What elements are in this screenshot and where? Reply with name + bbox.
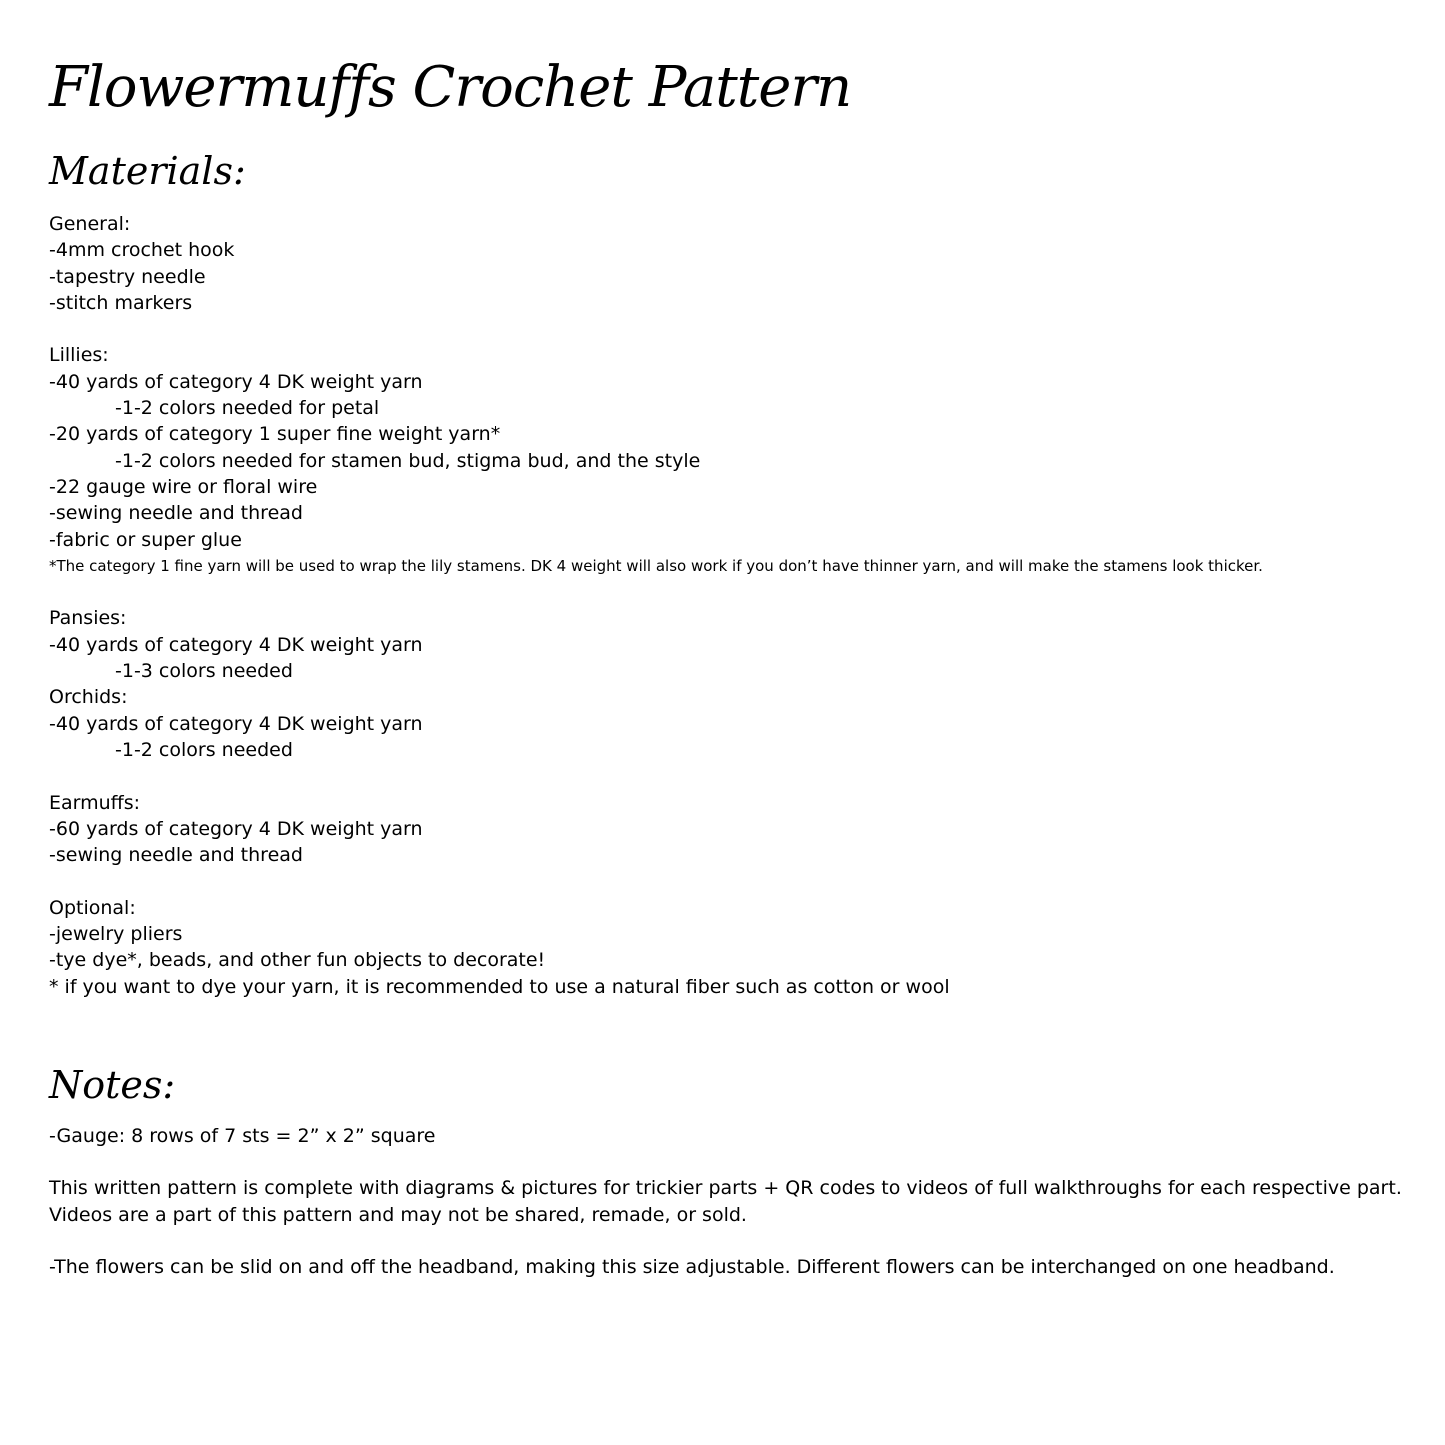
notes-list: [49, 1123, 1402, 1280]
pattern-description-line: This written pattern is complete with diagrams & pictures for trickier parts + QR codes to videos of full walkthroughs for each respective part.: [49, 1177, 1402, 1200]
lillies-subitem: -1-2 colors needed for petal: [115, 397, 380, 420]
general-label: General:: [49, 213, 131, 235]
general-item: -tapestry needle: [49, 265, 206, 288]
spacer: [49, 868, 1263, 894]
spacer: [49, 579, 1263, 605]
pattern-description-line: Videos are a part of this pattern and may not be shared, remade, or sold.: [49, 1203, 747, 1226]
lillies-subitem: -1-2 colors needed for stamen bud, stigma bud, and the style: [115, 449, 701, 472]
orchids-item: -40 yards of category 4 DK weight yarn: [49, 712, 423, 735]
flowers-note: -The flowers can be slid on and off the headband, making this size adjustable. Different flowers can be interchanged on one headband.: [49, 1255, 1335, 1278]
general-item: -stitch markers: [49, 291, 193, 314]
lillies-item: -20 yards of category 1 super fine weight yarn*: [49, 423, 501, 446]
lillies-label: Lillies:: [49, 344, 109, 367]
lillies-footnote: *The category 1 fine yarn will be used to wrap the lily stamens. DK 4 weight will also work if you don’t have thinner yarn, and will make the stamens look thicker.: [49, 556, 1263, 575]
lillies-item: -sewing needle and thread: [49, 502, 303, 525]
earmuffs-label: Earmuffs:: [49, 791, 141, 814]
lillies-item: -fabric or super glue: [49, 528, 242, 551]
lillies-item: -40 yards of category 4 DK weight yarn: [49, 370, 423, 393]
earmuffs-item: -60 yards of category 4 DK weight yarn: [49, 817, 423, 840]
lillies-item: -22 gauge wire or floral wire: [49, 475, 318, 498]
materials-heading: Materials:: [49, 149, 246, 193]
page-title: Flowermuffs Crochet Pattern: [49, 55, 852, 120]
optional-item: -tye dye*, beads, and other fun objects to decorate!: [49, 949, 546, 972]
orchids-subitem: -1-2 colors needed: [115, 738, 293, 761]
spacer: [49, 763, 1263, 789]
pansies-item: -40 yards of category 4 DK weight yarn: [49, 633, 423, 656]
optional-label: Optional:: [49, 896, 136, 919]
earmuffs-item: -sewing needle and thread: [49, 844, 303, 867]
general-item: -4mm crochet hook: [49, 239, 235, 262]
spacer: [49, 316, 1263, 342]
notes-heading: Notes:: [49, 1063, 176, 1107]
pansies-subitem: -1-3 colors needed: [115, 660, 293, 683]
spacer: [49, 1149, 1402, 1175]
pattern-page: [49, 0, 1419, 1445]
optional-footnote: * if you want to dye your yarn, it is recommended to use a natural fiber such as cotton or wool: [49, 975, 950, 998]
pansies-label: Pansies:: [49, 607, 127, 630]
gauge-note: -Gauge: 8 rows of 7 sts = 2” x 2” square: [49, 1125, 436, 1147]
spacer: [49, 1228, 1402, 1254]
materials-list: [49, 211, 1263, 1000]
orchids-label: Orchids:: [49, 686, 128, 709]
optional-item: -jewelry pliers: [49, 923, 183, 946]
